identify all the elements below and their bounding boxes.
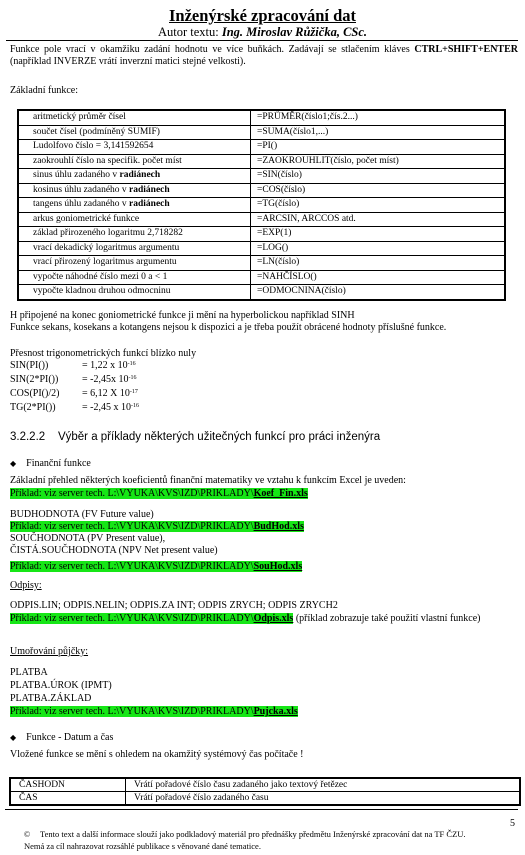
function-desc: sinus úhlu zadaného v radiánech [18,169,251,184]
function-formula: =LN(číslo) [251,256,506,271]
function-desc: vrací dekadický logaritmus argumentu [18,241,251,256]
datetime-func-desc: Vrátí pořadové číslo zadaného času [134,793,269,803]
function-formula: =SIN(číslo) [251,169,506,184]
copyright-icon: © [24,830,31,839]
hyperbolic-note: H připojené na konec goniometrické funkce ji mění na hyperbolickou například SINH [10,310,355,321]
financial-desc: Základní přehled některých koeficientů finanční matematiky ve vztahu k funkcím Excel je uveden: [10,475,406,486]
function-formula: =COS(číslo) [251,183,506,198]
depreciation-label: Odpisy: [10,580,42,591]
function-formula: =PRŮMĚR(číslo1;čís.2...) [251,110,506,125]
function-formula: =LOG() [251,241,506,256]
depreciation-list: ODPIS.LIN; ODPIS.NELIN; ODPIS.ZA INT; ODPIS ZRYCH; ODPIS ZRYCH2 [10,600,338,611]
function-desc: kosinus úhlu zadaného v radiánech [18,183,251,198]
diamond-bullet-icon: ◆ [10,733,17,742]
page-title: Inženýrské zpracování dat [169,6,356,25]
link-koef-fin[interactable]: Koef_Fin.xls [253,488,308,499]
function-desc: arkus goniometrické funkce [18,212,251,227]
document-page: Inženýrské zpracování dat Autor textu: Ing. Miroslav Růžička, CSc. Funkce pole vrací v okamžiku zadání hodnotu ve více buňkách. Zadávají se stlačením kláves CTRL+SHIFT+ENTER (například INVERZE vrátí inverzní matici stejné velkosti). Základní funkce: aritmetický průměr čísel =PRŮMĚR(číslo1;čís.2...) součet čísel (podmíněný SUMIF) =SUMA(číslo1,...) Ludolfovo číslo = 3,141592654 =PI() zaokrouhlí číslo na specifik. počet míst =ZAOKROUHLIT(číslo, počet míst) sinus úhlu zadaného v radiánech =SIN(číslo) kosinus úhlu zadaného v radiánech =COS(číslo) tangens úhlu zadaného v radiánech =TG(číslo) arkus goniometrické funkce =ARCSIN, ARCCOS atd. základ přirozeného logaritmu 2,718282 =EXP(1) vrací dekadický logaritmus argumentu =LOG() vrací přirozený logaritmus argumentu =LN(číslo) vypočte náhodné číslo mezi 0 a < 1 =NAHČÍSLO() vypočte kladnou druhou odmocninu =ODMOCNINA(číslo) H připojené na konec goniometrické funkce ji mění na hyperbolickou například SINH Funkce sekans, kosekans a kotangens nejsou k dispozici a je třeba použít obrácené hodnoty příslušné funkce. Přesnost trigonometrických funkcí blízko nuly SIN(PI()) = 1,22 x $10^{-16}$ SIN(2*PI()) = -2,45x $10^{-16}$ COS(PI()/2) = 6,12 X $10^{-17}$ TG(2*PI()) = -2,45 x $10^{-16}$ 3.2.2.2 Výběr a příklady některých užitečných funkcí pro práci inženýra ◆ Finanční funkce Základní přehled některých koeficientů finanční matematiky ve vztahu k funkcím Excel je uveden: Příklad: viz server tech. L:\VYUKA\KVS\IZD\PRIKLADY\Koef_Fin.xls BUDHODNOTA (FV Future value) Příklad: viz server tech. L:\VYUKA\KVS\IZD\PRIKLADY\BudHod.xls SOUČHODNOTA (PV Present value), ČISTÁ.SOUČHODNOTA (NPV Net present value) Příklad: viz server tech. L:\VYUKA\KVS\IZD\PRIKLADY\SouHod.xls Odpisy: ODPIS.LIN; ODPIS.NELIN; ODPIS.ZA INT; ODPIS ZRYCH; ODPIS ZRYCH2 Příklad: viz server tech. L:\VYUKA\KVS\IZD\PRIKLADY\Odpis.xls (příklad zobrazuje také použití vlastní funkce) Umořování půjčky: PLATBA PLATBA.ÚROK (IPMT) PLATBA.ZÁKLAD Příklad: viz server tech. L:\VYUKA\KVS\IZD\PRIKLADY\Pujcka.xls ◆ Funkce - Datum a čas Vložené funkce se mění s ohledem na okamžitý systémový čas počítače ! ČASHODN Vrátí pořadové číslo času zadaného jako textový řetězec ČAS Vrátí pořadové číslo zadaného času 5 © Tento text a další informace slouží jako podkladový materiál pro přednášky předmětu Inženýrské zpracování dat na TF ČZU. Nemá za cíl nahrazovat rozsáhlé publikace s věnované dané tematice. [0,0,525,855]
datetime-func-name: ČAS [10,792,126,806]
function-desc: Ludolfovo číslo = 3,141592654 [18,140,251,155]
datetime-row [10,792,520,806]
function-row [18,198,505,213]
datetime-func-name: ČASHODN [10,778,126,792]
function-formula: =ZAOKROUHLIT(číslo, počet míst) [251,154,506,169]
cista-souchodnota-label: ČISTÁ.SOUČHODNOTA (NPV Net present value) [10,545,218,556]
basic-functions-table [17,109,506,301]
platba-urok-label: PLATBA.ÚROK (IPMT) [10,680,112,691]
footer-note: © Tento text a další informace slouží jako podkladový materiál pro přednášky předmětu Inženýrské zpracování dat na TF ČZU. Nemá za cíl nahrazovat rozsáhlé publikace s věnované dané tematice. [24,829,466,851]
function-desc: aritmetický průměr čísel [18,110,251,125]
function-desc: součet čísel (podmíněný SUMIF) [18,125,251,140]
example-odpis: Příklad: viz server tech. L:\VYUKA\KVS\IZD\PRIKLADY\Odpis.xls (příklad zobrazuje také použití vlastní funkce) [10,613,481,624]
function-formula: =ARCSIN, ARCCOS atd. [251,212,506,227]
function-row [18,227,505,242]
datetime-row [10,778,520,792]
function-formula: =PI() [251,140,506,155]
function-row [18,110,505,125]
souchodnota-label: SOUČHODNOTA (PV Present value), [10,533,166,544]
function-formula: =NAHČÍSLO() [251,270,506,285]
author-line: Autor textu: Ing. Miroslav Růžička, CSc. [157,25,368,39]
secant-note: Funkce sekans, kosekans a kotangens nejsou k dispozici a je třeba použít obrácené hodnoty příslušné funkce. [10,322,447,333]
platba-label: PLATBA [10,667,48,678]
intro-paragraph: Funkce pole vrací v okamžiku zadání hodnotu ve více buňkách. Zadávají se stlačením kláves CTRL+SHIFT+ENTER (například INVERZE vrátí inverzní matici stejné velkosti). [10,44,518,67]
loan-label: Umořování půjčky: [10,646,89,657]
datetime-bullet: ◆ Funkce - Datum a čas [10,732,114,743]
example-souhod: Příklad: viz server tech. L:\VYUKA\KVS\IZD\PRIKLADY\SouHod.xls [10,561,303,572]
section-heading: 3.2.2.2 Výběr a příklady některých užitečných funkcí pro práci inženýra [10,431,381,443]
function-row [18,183,505,198]
function-row [18,285,505,300]
function-row [18,154,505,169]
link-budhod[interactable]: BudHod.xls [253,521,304,532]
page-number: 5 [510,818,515,829]
function-row [18,212,505,227]
example-budhod: Příklad: viz server tech. L:\VYUKA\KVS\IZD\PRIKLADY\BudHod.xls [10,521,304,532]
datetime-desc: Vložené funkce se mění s ohledem na okamžitý systémový čas počítače ! [10,749,304,760]
function-formula: =SUMA(číslo1,...) [251,125,506,140]
function-row [18,270,505,285]
function-formula: =ODMOCNINA(číslo) [257,286,346,297]
function-row [18,241,505,256]
function-desc: tangens úhlu zadaného v radiánech [18,198,251,213]
budhodnota-label: BUDHODNOTA (FV Future value) [10,509,154,520]
platba-zaklad-label: PLATBA.ZÁKLAD [10,693,92,704]
example-pujcka: Příklad: viz server tech. L:\VYUKA\KVS\IZD\PRIKLADY\Pujcka.xls [10,706,298,717]
header-divider [6,40,518,41]
function-row [18,256,505,271]
basic-functions-label: Základní funkce: [10,85,79,96]
function-desc: základ přirozeného logaritmu 2,718282 [18,227,251,242]
function-desc: vrací přirozený logaritmus argumentu [18,256,251,271]
financial-bullet: ◆ Finanční funkce [10,458,91,469]
link-odpis[interactable]: Odpis.xls [253,613,294,624]
link-souhod[interactable]: SouHod.xls [253,561,303,572]
datetime-table [9,777,521,806]
function-row [18,125,505,140]
function-desc: vypočte kladnou druhou odmocninu [18,285,251,300]
function-formula: =EXP(1) [251,227,506,242]
function-row [18,140,505,155]
datetime-func-desc: Vrátí pořadové číslo času zadaného jako textový řetězec [126,778,521,792]
function-desc: vypočte náhodné číslo mezi 0 a < 1 [18,270,251,285]
precision-label: Přesnost trigonometrických funkcí blízko nuly [10,348,197,359]
diamond-bullet-icon: ◆ [10,459,17,468]
example-koef-fin: Příklad: viz server tech. L:\VYUKA\KVS\IZD\PRIKLADY\Koef_Fin.xls [10,488,308,499]
function-formula: =TG(číslo) [251,198,506,213]
function-row [18,169,505,184]
function-desc: zaokrouhlí číslo na specifik. počet míst [18,154,251,169]
footer-divider [5,809,518,810]
link-pujcka[interactable]: Pujcka.xls [253,706,298,717]
